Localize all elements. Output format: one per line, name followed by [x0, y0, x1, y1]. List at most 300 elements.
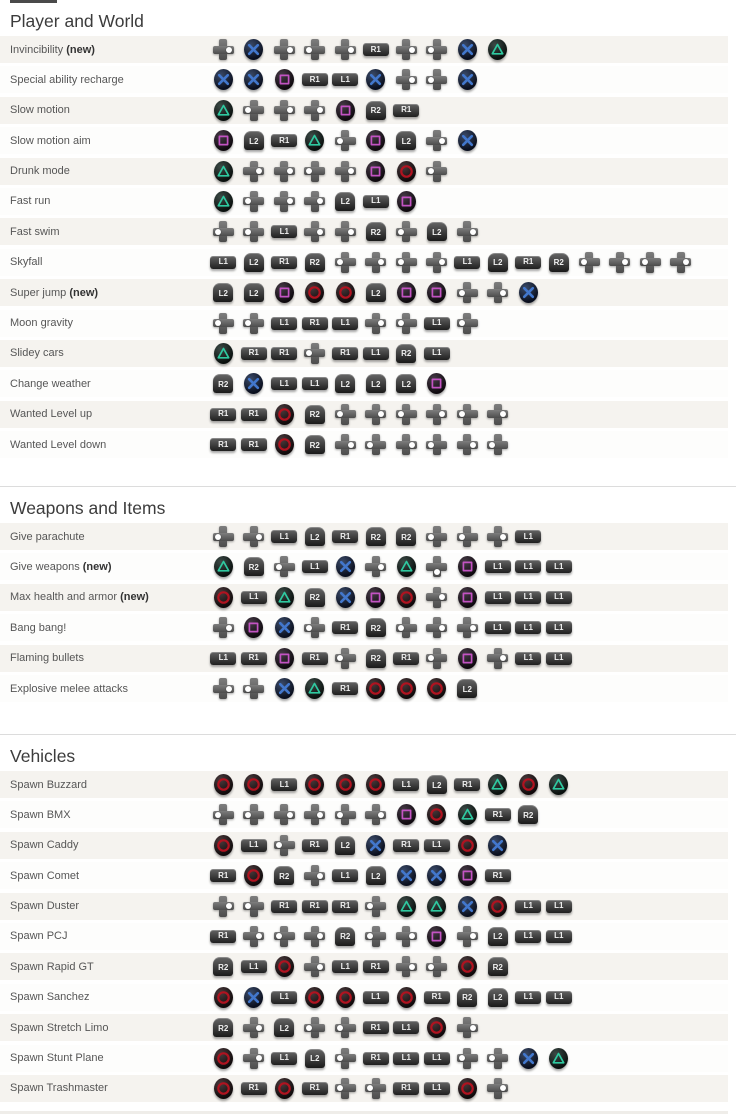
button-sequence — [208, 774, 574, 795]
button-slot — [513, 1048, 544, 1069]
l2-button-icon: L2 — [488, 927, 508, 946]
dpad-right-icon — [365, 556, 386, 577]
button-slot — [391, 839, 422, 852]
button-slot — [391, 527, 422, 546]
dpad-right-icon — [487, 404, 508, 425]
r2-button-icon: R2 — [457, 988, 477, 1007]
button-slot — [269, 282, 300, 303]
button-slot — [269, 434, 300, 455]
l2-button-icon: L2 — [366, 283, 386, 302]
dpad-left-icon — [365, 434, 386, 455]
r2-button-icon: R2 — [335, 927, 355, 946]
triangle-button-icon — [397, 556, 416, 577]
section-vehicles — [0, 734, 736, 1102]
square-button-icon — [458, 587, 477, 608]
cheat-label: Flaming bullets — [10, 652, 84, 665]
l2-button-icon: L2 — [274, 1018, 294, 1037]
l1-button-icon: L1 — [210, 256, 236, 269]
dpad-right-icon — [243, 1048, 264, 1069]
button-slot — [208, 1078, 239, 1099]
button-slot — [300, 926, 331, 947]
dpad-right-icon — [304, 191, 325, 212]
button-slot — [361, 926, 392, 947]
r1-button-icon: R1 — [210, 438, 236, 451]
r1-button-icon: R1 — [302, 839, 328, 852]
button-slot — [422, 865, 453, 886]
dpad-right-icon — [243, 161, 264, 182]
cheat-label: Spawn Buzzard — [10, 778, 88, 791]
button-slot — [513, 530, 544, 543]
dpad-left-icon — [396, 252, 417, 273]
l2-button-icon: L2 — [244, 253, 264, 272]
square-button-icon — [397, 282, 416, 303]
button-slot — [239, 557, 270, 576]
cheat-row-bang-bang — [0, 614, 728, 641]
button-slot — [300, 191, 331, 212]
button-slot — [269, 404, 300, 425]
button-sequence — [208, 648, 574, 669]
cheat-label: Spawn Rapid GT — [10, 960, 94, 973]
button-slot — [452, 282, 483, 303]
button-slot — [208, 652, 239, 665]
l1-button-icon: L1 — [332, 960, 358, 973]
cross-button-icon — [458, 130, 477, 151]
cross-button-icon — [336, 556, 355, 577]
l1-button-icon: L1 — [515, 652, 541, 665]
l1-button-icon: L1 — [546, 621, 572, 634]
button-slot — [361, 804, 392, 825]
r1-button-icon: R1 — [485, 869, 511, 882]
button-slot — [483, 869, 514, 882]
dpad-left-icon — [396, 313, 417, 334]
button-slot — [452, 1048, 483, 1069]
button-sequence — [208, 252, 696, 273]
button-slot — [269, 587, 300, 608]
l2-button-icon: L2 — [244, 131, 264, 150]
dpad-right-icon — [365, 252, 386, 273]
l1-button-icon: L1 — [271, 778, 297, 791]
l1-button-icon: L1 — [515, 530, 541, 543]
square-button-icon — [366, 587, 385, 608]
button-slot — [483, 591, 514, 604]
button-sequence — [208, 617, 574, 638]
l2-button-icon: L2 — [366, 374, 386, 393]
button-slot — [269, 191, 300, 212]
dpad-right-icon — [213, 896, 234, 917]
triangle-button-icon — [458, 804, 477, 825]
button-slot — [239, 373, 270, 394]
dpad-left-icon — [274, 835, 295, 856]
r1-button-icon: R1 — [424, 991, 450, 1004]
circle-button-icon — [366, 774, 385, 795]
button-slot — [361, 222, 392, 241]
dpad-right-icon — [396, 434, 417, 455]
dpad-right-icon — [365, 313, 386, 334]
cheat-label: Slow motion aim — [10, 134, 91, 147]
circle-button-icon — [244, 774, 263, 795]
button-slot — [239, 678, 270, 699]
l2-button-icon: L2 — [305, 527, 325, 546]
r2-button-icon: R2 — [305, 405, 325, 424]
circle-button-icon — [458, 956, 477, 977]
cross-button-icon — [519, 1048, 538, 1069]
button-slot — [422, 1017, 453, 1038]
button-slot — [452, 221, 483, 242]
button-sequence — [208, 1078, 513, 1099]
dpad-left-icon — [243, 804, 264, 825]
button-slot — [269, 804, 300, 825]
cheat-label: Super jump (new) — [10, 286, 99, 299]
button-slot — [361, 313, 392, 334]
l1-button-icon: L1 — [546, 930, 572, 943]
l1-button-icon: L1 — [515, 930, 541, 943]
cheat-row-spawn-bmx — [0, 801, 728, 828]
button-slot — [269, 926, 300, 947]
cheat-label: Spawn BMX — [10, 808, 71, 821]
button-slot — [483, 253, 514, 272]
square-button-icon — [275, 648, 294, 669]
triangle-button-icon — [427, 896, 446, 917]
circle-button-icon — [214, 1048, 233, 1069]
button-slot — [269, 134, 300, 147]
circle-button-icon — [275, 956, 294, 977]
button-sequence — [208, 804, 544, 825]
button-slot — [300, 405, 331, 424]
l1-button-icon: L1 — [271, 530, 297, 543]
r1-button-icon: R1 — [332, 530, 358, 543]
cheat-label: Spawn Trashmaster — [10, 1082, 108, 1095]
button-slot — [239, 131, 270, 150]
button-slot — [452, 617, 483, 638]
l1-button-icon: L1 — [485, 560, 511, 573]
r1-button-icon: R1 — [393, 104, 419, 117]
button-slot — [330, 1017, 361, 1038]
square-button-icon — [458, 556, 477, 577]
button-slot — [452, 896, 483, 917]
button-slot — [208, 617, 239, 638]
button-slot — [391, 556, 422, 577]
button-slot — [300, 253, 331, 272]
r1-button-icon: R1 — [210, 408, 236, 421]
circle-button-icon — [214, 987, 233, 1008]
cross-button-icon — [366, 835, 385, 856]
button-slot — [422, 130, 453, 151]
button-slot — [300, 39, 331, 60]
dpad-right-icon — [487, 282, 508, 303]
dpad-right-icon — [365, 804, 386, 825]
cross-button-icon — [244, 69, 263, 90]
dpad-right-icon — [426, 404, 447, 425]
dpad-right-icon — [487, 526, 508, 547]
button-slot — [666, 252, 697, 273]
button-slot — [330, 100, 361, 121]
button-slot — [391, 652, 422, 665]
cheat-row-special-ability-recharge — [0, 66, 728, 93]
button-slot — [300, 865, 331, 886]
button-slot — [208, 191, 239, 212]
button-slot — [208, 957, 239, 976]
cheat-row-invincibility — [0, 36, 728, 63]
triangle-button-icon — [305, 130, 324, 151]
r1-button-icon: R1 — [241, 1082, 267, 1095]
r1-button-icon: R1 — [302, 1082, 328, 1095]
button-slot — [239, 865, 270, 886]
button-slot — [208, 256, 239, 269]
button-slot — [330, 1078, 361, 1099]
button-slot — [361, 527, 392, 546]
l2-button-icon: L2 — [305, 1049, 325, 1068]
button-slot — [391, 678, 422, 699]
r2-button-icon: R2 — [366, 101, 386, 120]
cheat-row-spawn-pcj — [0, 923, 728, 950]
square-button-icon — [427, 926, 446, 947]
l1-button-icon: L1 — [424, 1082, 450, 1095]
cheat-label: Slow motion — [10, 104, 70, 117]
button-slot — [300, 617, 331, 638]
button-slot — [269, 161, 300, 182]
button-slot — [300, 73, 331, 86]
cheat-row-super-jump — [0, 279, 728, 306]
button-sequence — [208, 678, 483, 699]
button-slot — [361, 774, 392, 795]
button-slot — [422, 556, 453, 577]
button-slot — [361, 678, 392, 699]
button-slot — [544, 774, 575, 795]
button-slot — [330, 960, 361, 973]
dpad-right-icon — [304, 804, 325, 825]
circle-button-icon — [305, 987, 324, 1008]
button-slot — [544, 900, 575, 913]
button-slot — [361, 404, 392, 425]
button-slot — [452, 988, 483, 1007]
l1-button-icon: L1 — [363, 195, 389, 208]
cheat-label: Drunk mode — [10, 165, 70, 178]
triangle-button-icon — [397, 896, 416, 917]
button-slot — [422, 991, 453, 1004]
button-slot — [452, 778, 483, 791]
button-sequence — [208, 1017, 483, 1038]
cheat-label: Spawn Caddy — [10, 839, 79, 852]
section-title: Weapons and Items — [10, 498, 166, 519]
button-slot — [330, 927, 361, 946]
button-sequence — [208, 956, 513, 977]
cheat-row-fast-swim — [0, 218, 728, 245]
button-slot — [330, 374, 361, 393]
cross-button-icon — [458, 69, 477, 90]
dpad-right-icon — [243, 926, 264, 947]
button-slot — [574, 252, 605, 273]
l1-button-icon: L1 — [393, 1052, 419, 1065]
dpad-right-icon — [426, 252, 447, 273]
l1-button-icon: L1 — [332, 317, 358, 330]
circle-button-icon — [275, 1078, 294, 1099]
button-slot — [513, 930, 544, 943]
button-slot — [361, 43, 392, 56]
r2-button-icon: R2 — [305, 588, 325, 607]
button-slot — [483, 774, 514, 795]
button-slot — [300, 343, 331, 364]
button-slot — [300, 1082, 331, 1095]
button-slot — [422, 678, 453, 699]
button-slot — [483, 957, 514, 976]
button-slot — [361, 161, 392, 182]
button-slot — [391, 313, 422, 334]
button-slot — [239, 191, 270, 212]
triangle-button-icon — [214, 191, 233, 212]
r2-button-icon: R2 — [274, 866, 294, 885]
r1-button-icon: R1 — [302, 73, 328, 86]
button-slot — [391, 39, 422, 60]
circle-button-icon — [397, 161, 416, 182]
dpad-left-icon — [243, 678, 264, 699]
dpad-right-icon — [426, 130, 447, 151]
dpad-left-icon — [213, 313, 234, 334]
button-sequence — [208, 161, 452, 182]
button-slot — [513, 560, 544, 573]
button-slot — [269, 377, 300, 390]
button-slot — [361, 960, 392, 973]
square-button-icon — [397, 804, 416, 825]
button-sequence — [208, 587, 574, 608]
cheat-row-explosive-melee-attacks — [0, 675, 728, 702]
square-button-icon — [275, 69, 294, 90]
dpad-right-icon — [274, 191, 295, 212]
button-slot — [513, 621, 544, 634]
dpad-right-icon — [274, 804, 295, 825]
section-player-and-world — [0, 0, 736, 458]
button-slot — [452, 130, 483, 151]
button-slot — [239, 774, 270, 795]
button-slot — [239, 617, 270, 638]
dpad-left-icon — [396, 404, 417, 425]
cheat-row-spawn-buzzard — [0, 771, 728, 798]
cheat-label: Bang bang! — [10, 621, 67, 634]
dpad-right-icon — [396, 39, 417, 60]
dpad-right-icon — [457, 617, 478, 638]
l1-button-icon: L1 — [424, 839, 450, 852]
button-sequence — [208, 343, 452, 364]
button-sequence — [208, 896, 574, 917]
button-slot — [269, 866, 300, 885]
button-slot — [208, 130, 239, 151]
button-slot — [361, 69, 392, 90]
button-slot — [391, 374, 422, 393]
r1-button-icon: R1 — [363, 1052, 389, 1065]
l2-button-icon: L2 — [427, 222, 447, 241]
button-sequence — [208, 282, 544, 303]
cross-button-icon — [458, 39, 477, 60]
l1-button-icon: L1 — [515, 560, 541, 573]
dpad-down-icon — [426, 556, 447, 577]
button-slot — [452, 556, 483, 577]
circle-button-icon — [305, 282, 324, 303]
button-slot — [300, 839, 331, 852]
button-slot — [330, 648, 361, 669]
button-slot — [330, 1048, 361, 1069]
r1-button-icon: R1 — [241, 438, 267, 451]
dpad-right-icon — [335, 221, 356, 242]
triangle-button-icon — [214, 343, 233, 364]
square-button-icon — [366, 130, 385, 151]
triangle-button-icon — [305, 678, 324, 699]
square-button-icon — [275, 282, 294, 303]
button-slot — [635, 252, 666, 273]
l1-button-icon: L1 — [424, 317, 450, 330]
button-slot — [452, 956, 483, 977]
button-slot — [452, 1078, 483, 1099]
dpad-left-icon — [243, 221, 264, 242]
dpad-right-icon — [457, 1017, 478, 1038]
button-slot — [391, 1052, 422, 1065]
button-slot — [330, 621, 361, 634]
dpad-left-icon — [243, 896, 264, 917]
button-slot — [330, 73, 361, 86]
button-slot — [544, 621, 575, 634]
cheat-label: Moon gravity — [10, 317, 73, 330]
r1-button-icon: R1 — [241, 652, 267, 665]
button-slot — [422, 161, 453, 182]
button-slot — [330, 836, 361, 855]
dpad-right-icon — [457, 221, 478, 242]
cross-button-icon — [275, 617, 294, 638]
r2-button-icon: R2 — [244, 557, 264, 576]
button-slot — [239, 526, 270, 547]
circle-button-icon — [214, 587, 233, 608]
square-button-icon — [244, 617, 263, 638]
button-slot — [361, 252, 392, 273]
cross-button-icon — [244, 39, 263, 60]
cheat-label: Max health and armor (new) — [10, 591, 149, 604]
r1-button-icon: R1 — [332, 900, 358, 913]
button-slot — [239, 313, 270, 334]
cheat-label: Fast run — [10, 195, 51, 208]
button-slot — [483, 621, 514, 634]
next-row-partial — [0, 1111, 728, 1114]
circle-button-icon — [275, 434, 294, 455]
new-badge: (new) — [66, 43, 95, 56]
button-slot — [361, 1078, 392, 1099]
button-slot — [208, 835, 239, 856]
button-slot — [269, 256, 300, 269]
button-slot — [330, 987, 361, 1008]
button-slot — [269, 100, 300, 121]
button-slot — [269, 991, 300, 1004]
button-slot — [605, 252, 636, 273]
dpad-left-icon — [335, 1048, 356, 1069]
button-slot — [483, 560, 514, 573]
button-sequence — [208, 434, 513, 455]
cheat-label: Wanted Level up — [10, 408, 93, 421]
r2-button-icon: R2 — [305, 435, 325, 454]
button-slot — [483, 39, 514, 60]
button-slot — [422, 222, 453, 241]
button-slot — [422, 347, 453, 360]
button-slot — [208, 161, 239, 182]
cheat-label: Skyfall — [10, 256, 43, 269]
l1-button-icon: L1 — [546, 991, 572, 1004]
section-title: Vehicles — [10, 746, 76, 767]
cheat-row-slow-motion — [0, 97, 728, 124]
button-slot — [544, 652, 575, 665]
button-slot — [422, 39, 453, 60]
dpad-left-icon — [365, 926, 386, 947]
button-sequence — [208, 835, 513, 856]
button-slot — [361, 866, 392, 885]
dpad-left-icon — [274, 926, 295, 947]
button-slot — [300, 652, 331, 665]
dpad-left-icon — [335, 1017, 356, 1038]
button-slot — [391, 896, 422, 917]
